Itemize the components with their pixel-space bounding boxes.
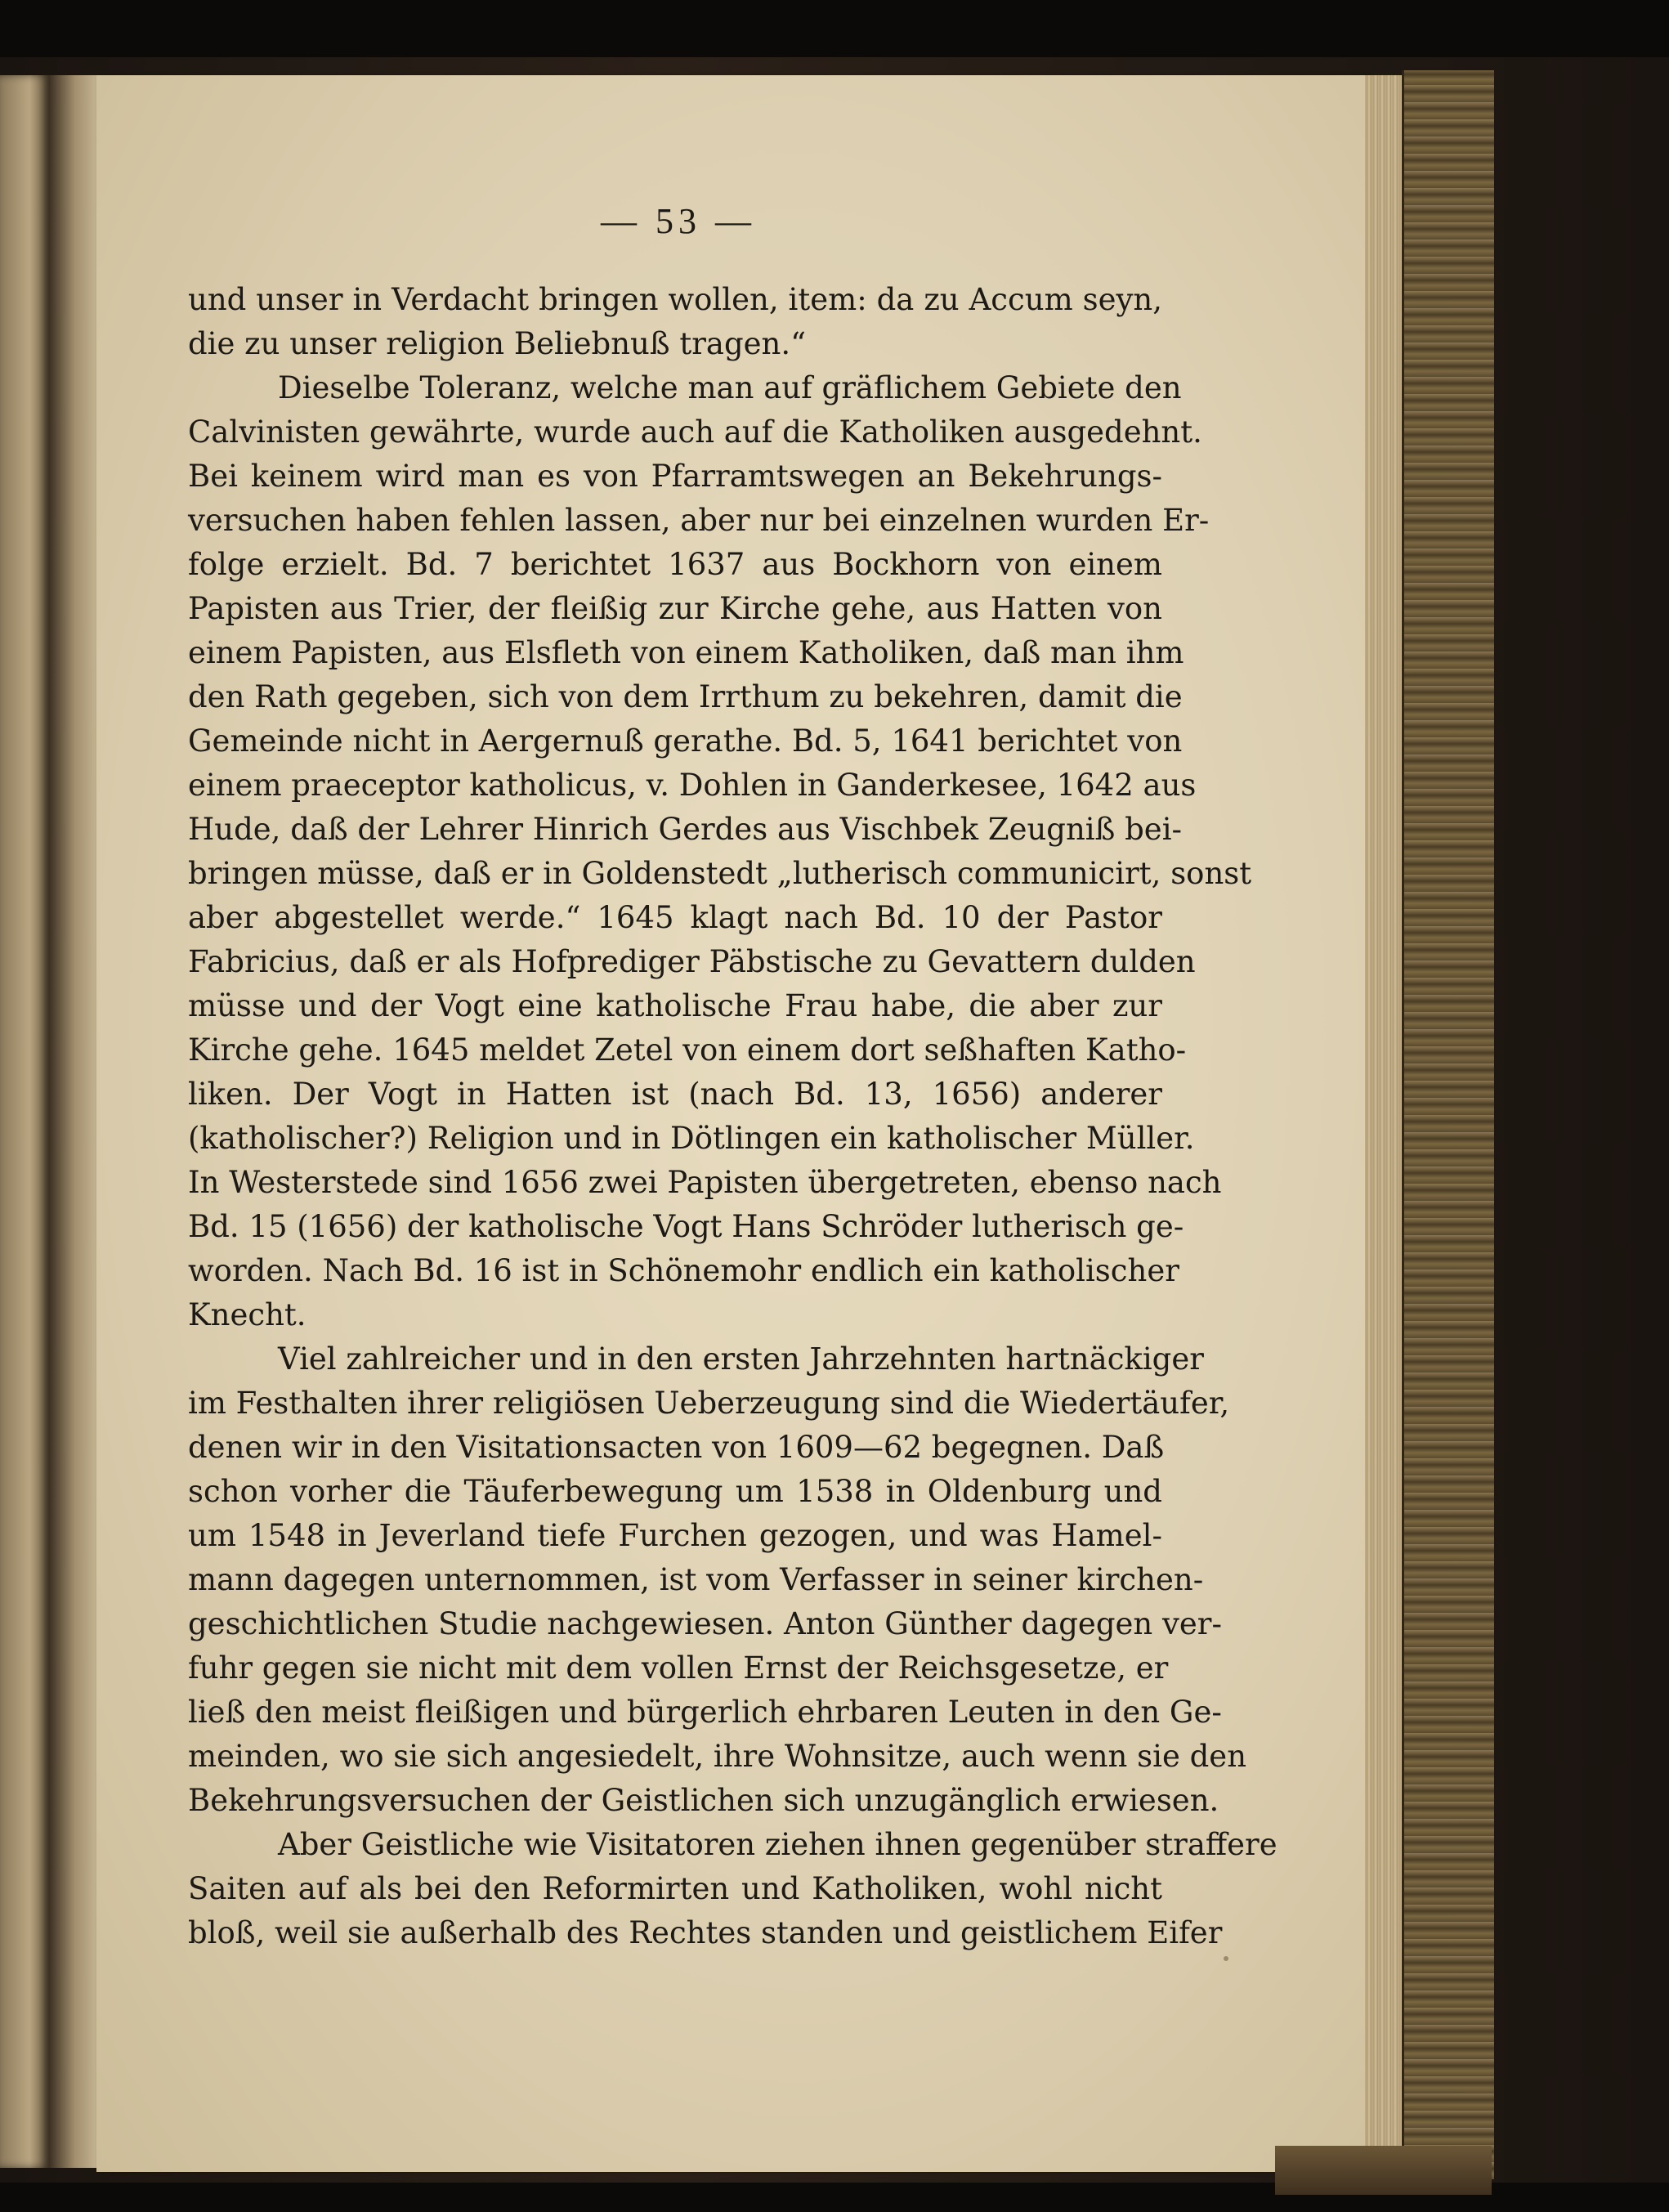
- page-number: — 53 —: [601, 201, 756, 241]
- text-line: Papisten aus Trier, der fleißig zur Kirche gehe, aus Hatten von: [188, 591, 1162, 626]
- text-line: Calvinisten gewährte, wurde auch auf die Katholiken ausgedehnt.: [188, 414, 1202, 450]
- text-line: schon vorher die Täuferbewegung um 1538 in Oldenburg und: [188, 1474, 1162, 1509]
- text-line: worden. Nach Bd. 16 ist in Schönemohr endlich ein katholischer: [188, 1253, 1179, 1288]
- facing-page-edge: [0, 75, 49, 2168]
- text-line: einem praeceptor katholicus, v. Dohlen in Ganderkesee, 1642 aus: [188, 768, 1197, 803]
- text-line: ließ den meist fleißigen und bürgerlich ehrbaren Leuten in den Ge-: [188, 1695, 1222, 1730]
- text-line: Fabricius, daß er als Hofprediger Päbstische zu Gevattern dulden: [188, 944, 1196, 979]
- book-cover-edge: [1402, 70, 1494, 2179]
- text-line: Gemeinde nicht in Aergernuß gerathe. Bd. 5, 1641 berichtet von: [188, 723, 1183, 759]
- text-line: Bd. 15 (1656) der katholische Vogt Hans Schröder lutherisch ge-: [188, 1209, 1184, 1244]
- text-line: denen wir in den Visitationsacten von 1609—62 begegnen. Daß: [188, 1430, 1165, 1465]
- text-line: bringen müsse, daß er in Goldenstedt „lutherisch communicirt, sonst: [188, 856, 1252, 891]
- text-line: Aber Geistliche wie Visitatoren ziehen ihnen gegenüber straffere: [278, 1827, 1277, 1862]
- text-line: meinden, wo sie sich angesiedelt, ihre Wohnsitze, auch wenn sie den: [188, 1739, 1247, 1774]
- text-line: mann dagegen unternommen, ist vom Verfasser in seiner kirchen-: [188, 1562, 1204, 1597]
- text-line: folge erzielt. Bd. 7 berichtet 1637 aus Bockhorn von einem: [188, 547, 1162, 582]
- text-line: Viel zahlreicher und in den ersten Jahrzehnten hartnäckiger: [278, 1341, 1204, 1377]
- text-line: Knecht.: [188, 1297, 307, 1332]
- text-line: im Festhalten ihrer religiösen Ueberzeugung sind die Wiedertäufer,: [188, 1386, 1230, 1421]
- text-line: den Rath gegeben, sich von dem Irrthum zu bekehren, damit die: [188, 679, 1183, 714]
- text-line: Hude, daß der Lehrer Hinrich Gerdes aus Vischbek Zeugniß bei-: [188, 812, 1183, 847]
- text-line: Bekehrungsversuchen der Geistlichen sich unzugänglich erwiesen.: [188, 1783, 1219, 1818]
- text-line: liken. Der Vogt in Hatten ist (nach Bd. 13, 1656) anderer: [188, 1077, 1162, 1112]
- text-line: fuhr gegen sie nicht mit dem vollen Ernst der Reichsgesetze, er: [188, 1650, 1169, 1686]
- page-edges: [1365, 75, 1406, 2176]
- text-line: Dieselbe Toleranz, welche man auf gräflichem Gebiete den: [278, 370, 1182, 405]
- text-line: In Westerstede sind 1656 zwei Papisten übergetreten, ebenso nach: [188, 1165, 1222, 1200]
- text-line: die zu unser religion Beliebnuß tragen.“: [188, 326, 807, 361]
- text-line: geschichtlichen Studie nachgewiesen. Anton Günther dagegen ver-: [188, 1606, 1222, 1641]
- text-line: versuchen haben fehlen lassen, aber nur bei einzelnen wurden Er-: [188, 503, 1210, 538]
- text-line: und unser in Verdacht bringen wollen, item: da zu Accum seyn,: [188, 282, 1162, 317]
- text-line: Bei keinem wird man es von Pfarramtswegen an Bekehrungs-: [188, 459, 1162, 494]
- text-line: (katholischer?) Religion und in Dötlingen ein katholischer Müller.: [188, 1121, 1195, 1156]
- text-line: bloß, weil sie außerhalb des Rechtes standen und geistlichem Eifer: [188, 1915, 1223, 1950]
- text-line: Saiten auf als bei den Reformirten und Katholiken, wohl nicht: [188, 1871, 1162, 1906]
- book-cover-corner: [1275, 2146, 1492, 2195]
- paper-speck: [1224, 1956, 1228, 1961]
- text-line: Kirche gehe. 1645 meldet Zetel von einem dort seßhaften Katho-: [188, 1032, 1187, 1068]
- text-line: müsse und der Vogt eine katholische Frau habe, die aber zur: [188, 988, 1162, 1023]
- text-line: um 1548 in Jeverland tiefe Furchen gezogen, und was Hamel-: [188, 1518, 1162, 1553]
- text-line: aber abgestellet werde.“ 1645 klagt nach Bd. 10 der Pastor: [188, 900, 1162, 935]
- text-line: einem Papisten, aus Elsfleth von einem Katholiken, daß man ihm: [188, 635, 1184, 670]
